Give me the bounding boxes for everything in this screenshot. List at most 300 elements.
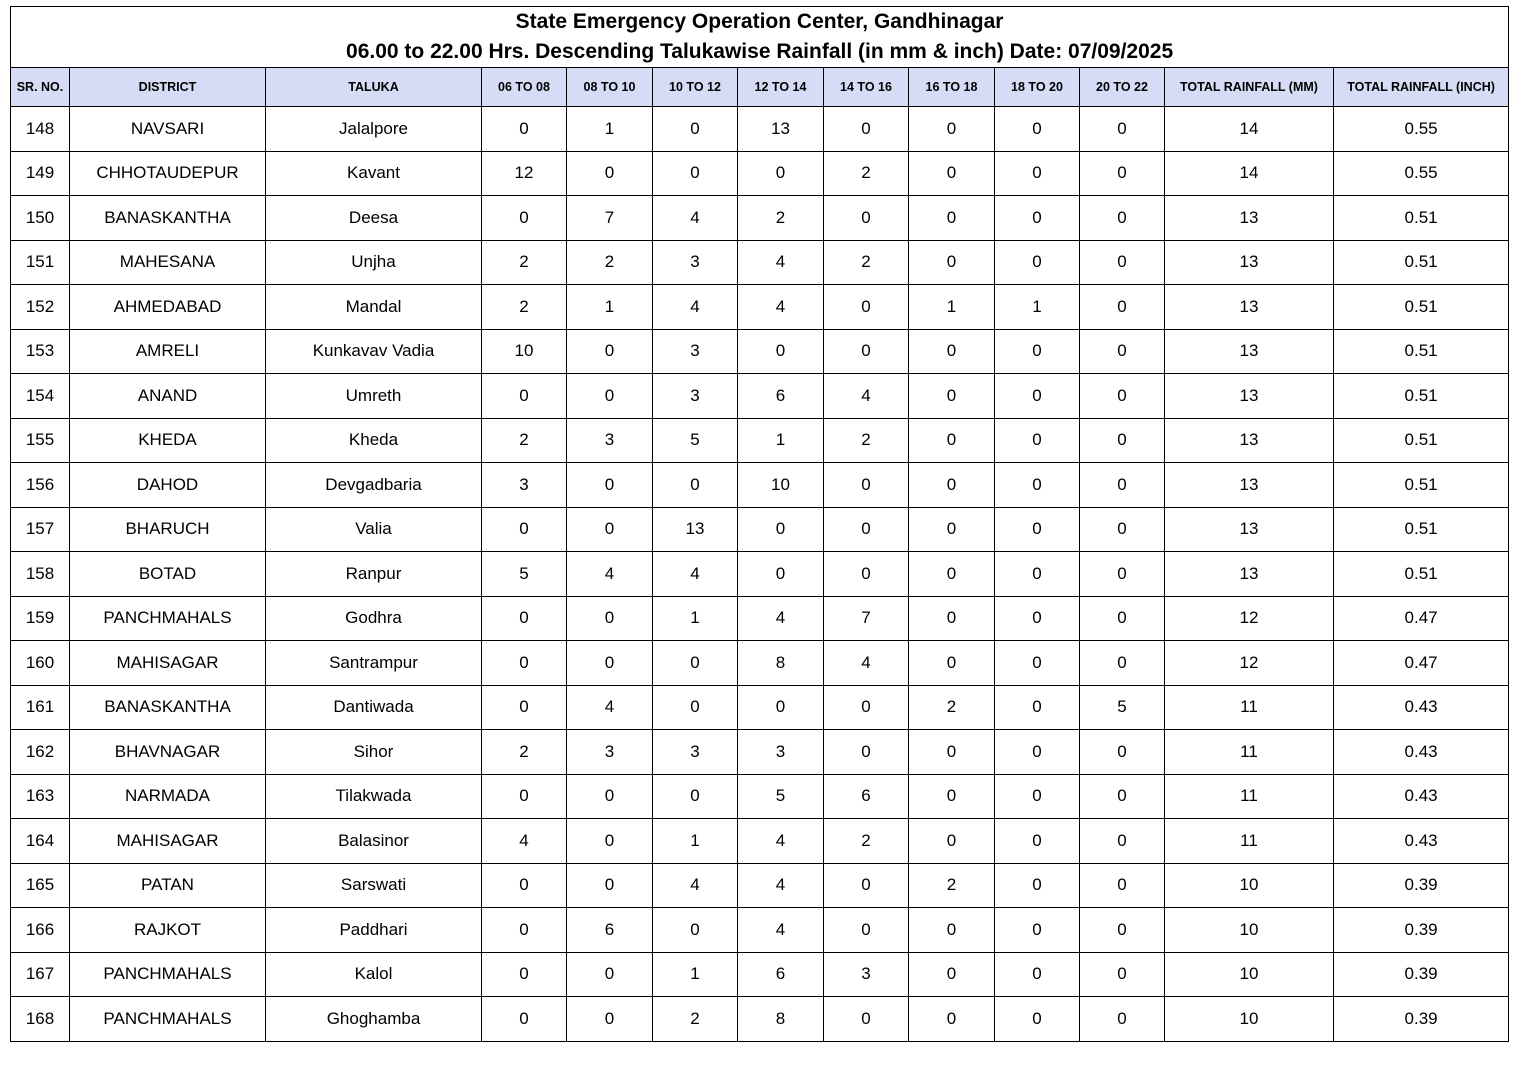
rain-12-14-cell: 13 bbox=[738, 107, 824, 152]
rain-18-20-cell: 0 bbox=[995, 774, 1080, 819]
rain-06-08-cell: 2 bbox=[482, 285, 567, 330]
district-cell: MAHISAGAR bbox=[70, 819, 266, 864]
rain-20-22-cell: 0 bbox=[1080, 151, 1165, 196]
district-cell: ANAND bbox=[70, 374, 266, 419]
rain-08-10-cell: 6 bbox=[567, 908, 653, 953]
rain-16-18-cell: 0 bbox=[909, 774, 995, 819]
rain-12-14-cell: 4 bbox=[738, 819, 824, 864]
header-total-rainfall-inch: TOTAL RAINFALL (INCH) bbox=[1334, 68, 1509, 107]
rain-16-18-cell: 0 bbox=[909, 418, 995, 463]
rain-06-08-cell: 0 bbox=[482, 196, 567, 241]
total-inch-cell: 0.47 bbox=[1334, 596, 1509, 641]
table-row bbox=[11, 329, 1509, 374]
table-row bbox=[11, 730, 1509, 775]
rain-16-18-cell: 0 bbox=[909, 819, 995, 864]
total-inch-cell: 0.51 bbox=[1334, 285, 1509, 330]
table-body bbox=[11, 107, 1509, 1042]
rain-10-12-cell: 13 bbox=[653, 507, 738, 552]
rain-18-20-cell: 0 bbox=[995, 151, 1080, 196]
taluka-cell: Kavant bbox=[266, 151, 482, 196]
rain-18-20-cell: 0 bbox=[995, 240, 1080, 285]
rain-16-18-cell: 0 bbox=[909, 374, 995, 419]
total-mm-cell: 12 bbox=[1165, 596, 1334, 641]
rain-12-14-cell: 8 bbox=[738, 997, 824, 1042]
rain-16-18-cell: 0 bbox=[909, 641, 995, 686]
rain-18-20-cell: 0 bbox=[995, 908, 1080, 953]
table-row bbox=[11, 596, 1509, 641]
rain-14-16-cell: 6 bbox=[824, 774, 909, 819]
rain-10-12-cell: 0 bbox=[653, 463, 738, 508]
rain-12-14-cell: 5 bbox=[738, 774, 824, 819]
rain-16-18-cell: 0 bbox=[909, 997, 995, 1042]
rain-16-18-cell: 0 bbox=[909, 552, 995, 597]
total-mm-cell: 11 bbox=[1165, 685, 1334, 730]
rain-14-16-cell: 0 bbox=[824, 107, 909, 152]
rain-16-18-cell: 0 bbox=[909, 107, 995, 152]
taluka-cell: Godhra bbox=[266, 596, 482, 641]
sr-no-cell: 159 bbox=[11, 596, 70, 641]
rain-14-16-cell: 0 bbox=[824, 463, 909, 508]
rain-08-10-cell: 0 bbox=[567, 329, 653, 374]
rain-08-10-cell: 4 bbox=[567, 552, 653, 597]
taluka-cell: Unjha bbox=[266, 240, 482, 285]
rain-08-10-cell: 0 bbox=[567, 997, 653, 1042]
total-inch-cell: 0.39 bbox=[1334, 908, 1509, 953]
rain-08-10-cell: 4 bbox=[567, 685, 653, 730]
taluka-cell: Jalalpore bbox=[266, 107, 482, 152]
rain-20-22-cell: 0 bbox=[1080, 418, 1165, 463]
sr-no-cell: 152 bbox=[11, 285, 70, 330]
rain-12-14-cell: 0 bbox=[738, 507, 824, 552]
sr-no-cell: 150 bbox=[11, 196, 70, 241]
header-18-to-20: 18 TO 20 bbox=[995, 68, 1080, 107]
rain-18-20-cell: 0 bbox=[995, 418, 1080, 463]
rain-14-16-cell: 0 bbox=[824, 685, 909, 730]
rain-08-10-cell: 0 bbox=[567, 596, 653, 641]
rain-16-18-cell: 0 bbox=[909, 463, 995, 508]
rain-18-20-cell: 0 bbox=[995, 463, 1080, 508]
rain-10-12-cell: 4 bbox=[653, 196, 738, 241]
taluka-cell: Devgadbaria bbox=[266, 463, 482, 508]
taluka-cell: Valia bbox=[266, 507, 482, 552]
rain-20-22-cell: 0 bbox=[1080, 774, 1165, 819]
rain-06-08-cell: 0 bbox=[482, 685, 567, 730]
rain-20-22-cell: 0 bbox=[1080, 285, 1165, 330]
page-title bbox=[11, 7, 1509, 68]
district-cell: NARMADA bbox=[70, 774, 266, 819]
header-10-to-12: 10 TO 12 bbox=[653, 68, 738, 107]
rain-16-18-cell: 2 bbox=[909, 863, 995, 908]
rain-08-10-cell: 0 bbox=[567, 463, 653, 508]
total-inch-cell: 0.51 bbox=[1334, 463, 1509, 508]
total-mm-cell: 13 bbox=[1165, 196, 1334, 241]
district-cell: BOTAD bbox=[70, 552, 266, 597]
sr-no-cell: 162 bbox=[11, 730, 70, 775]
rain-10-12-cell: 4 bbox=[653, 285, 738, 330]
rain-08-10-cell: 2 bbox=[567, 240, 653, 285]
header-16-to-18: 16 TO 18 bbox=[909, 68, 995, 107]
rain-20-22-cell: 0 bbox=[1080, 908, 1165, 953]
rain-16-18-cell: 0 bbox=[909, 952, 995, 997]
rain-10-12-cell: 3 bbox=[653, 329, 738, 374]
rain-18-20-cell: 0 bbox=[995, 329, 1080, 374]
rain-08-10-cell: 1 bbox=[567, 285, 653, 330]
rain-12-14-cell: 0 bbox=[738, 151, 824, 196]
taluka-cell: Sihor bbox=[266, 730, 482, 775]
total-mm-cell: 13 bbox=[1165, 374, 1334, 419]
rain-06-08-cell: 5 bbox=[482, 552, 567, 597]
rain-14-16-cell: 2 bbox=[824, 418, 909, 463]
rain-18-20-cell: 0 bbox=[995, 596, 1080, 641]
total-inch-cell: 0.43 bbox=[1334, 685, 1509, 730]
rain-20-22-cell: 0 bbox=[1080, 463, 1165, 508]
rain-12-14-cell: 0 bbox=[738, 329, 824, 374]
rain-12-14-cell: 2 bbox=[738, 196, 824, 241]
rain-10-12-cell: 0 bbox=[653, 107, 738, 152]
rain-14-16-cell: 0 bbox=[824, 507, 909, 552]
rain-20-22-cell: 0 bbox=[1080, 641, 1165, 686]
rain-08-10-cell: 3 bbox=[567, 418, 653, 463]
taluka-cell: Mandal bbox=[266, 285, 482, 330]
rain-12-14-cell: 4 bbox=[738, 596, 824, 641]
sr-no-cell: 158 bbox=[11, 552, 70, 597]
sr-no-cell: 157 bbox=[11, 507, 70, 552]
table-row bbox=[11, 196, 1509, 241]
total-mm-cell: 13 bbox=[1165, 329, 1334, 374]
rain-14-16-cell: 4 bbox=[824, 374, 909, 419]
district-cell: BHARUCH bbox=[70, 507, 266, 552]
table-row bbox=[11, 151, 1509, 196]
rain-10-12-cell: 1 bbox=[653, 596, 738, 641]
table-row bbox=[11, 774, 1509, 819]
rain-20-22-cell: 0 bbox=[1080, 997, 1165, 1042]
rain-10-12-cell: 5 bbox=[653, 418, 738, 463]
rain-14-16-cell: 2 bbox=[824, 240, 909, 285]
rain-20-22-cell: 0 bbox=[1080, 374, 1165, 419]
rain-08-10-cell: 0 bbox=[567, 151, 653, 196]
total-inch-cell: 0.43 bbox=[1334, 819, 1509, 864]
rain-20-22-cell: 0 bbox=[1080, 107, 1165, 152]
rain-14-16-cell: 0 bbox=[824, 196, 909, 241]
sr-no-cell: 164 bbox=[11, 819, 70, 864]
rain-06-08-cell: 0 bbox=[482, 374, 567, 419]
table-row bbox=[11, 463, 1509, 508]
rain-16-18-cell: 0 bbox=[909, 908, 995, 953]
table-row bbox=[11, 641, 1509, 686]
sr-no-cell: 168 bbox=[11, 997, 70, 1042]
total-mm-cell: 13 bbox=[1165, 507, 1334, 552]
total-inch-cell: 0.47 bbox=[1334, 641, 1509, 686]
rain-20-22-cell: 0 bbox=[1080, 196, 1165, 241]
rain-08-10-cell: 0 bbox=[567, 641, 653, 686]
rain-16-18-cell: 1 bbox=[909, 285, 995, 330]
total-mm-cell: 11 bbox=[1165, 730, 1334, 775]
total-mm-cell: 13 bbox=[1165, 552, 1334, 597]
rain-10-12-cell: 0 bbox=[653, 641, 738, 686]
total-inch-cell: 0.51 bbox=[1334, 418, 1509, 463]
total-inch-cell: 0.51 bbox=[1334, 374, 1509, 419]
rain-14-16-cell: 0 bbox=[824, 997, 909, 1042]
rain-06-08-cell: 0 bbox=[482, 863, 567, 908]
rain-06-08-cell: 4 bbox=[482, 819, 567, 864]
taluka-cell: Ranpur bbox=[266, 552, 482, 597]
rain-06-08-cell: 0 bbox=[482, 596, 567, 641]
sr-no-cell: 161 bbox=[11, 685, 70, 730]
total-inch-cell: 0.43 bbox=[1334, 730, 1509, 775]
total-inch-cell: 0.39 bbox=[1334, 997, 1509, 1042]
rain-18-20-cell: 0 bbox=[995, 107, 1080, 152]
rain-10-12-cell: 3 bbox=[653, 374, 738, 419]
rain-18-20-cell: 0 bbox=[995, 952, 1080, 997]
total-mm-cell: 13 bbox=[1165, 418, 1334, 463]
rain-18-20-cell: 0 bbox=[995, 552, 1080, 597]
total-mm-cell: 10 bbox=[1165, 908, 1334, 953]
rain-20-22-cell: 0 bbox=[1080, 507, 1165, 552]
rain-16-18-cell: 0 bbox=[909, 596, 995, 641]
taluka-cell: Ghoghamba bbox=[266, 997, 482, 1042]
district-cell: MAHESANA bbox=[70, 240, 266, 285]
district-cell: PATAN bbox=[70, 863, 266, 908]
rain-06-08-cell: 2 bbox=[482, 730, 567, 775]
district-cell: BANASKANTHA bbox=[70, 685, 266, 730]
sr-no-cell: 153 bbox=[11, 329, 70, 374]
total-inch-cell: 0.51 bbox=[1334, 329, 1509, 374]
rain-06-08-cell: 0 bbox=[482, 952, 567, 997]
rain-20-22-cell: 0 bbox=[1080, 819, 1165, 864]
taluka-cell: Kunkavav Vadia bbox=[266, 329, 482, 374]
rain-14-16-cell: 0 bbox=[824, 730, 909, 775]
district-cell: PANCHMAHALS bbox=[70, 596, 266, 641]
rain-10-12-cell: 1 bbox=[653, 819, 738, 864]
taluka-cell: Sarswati bbox=[266, 863, 482, 908]
table-row bbox=[11, 685, 1509, 730]
total-mm-cell: 13 bbox=[1165, 463, 1334, 508]
rain-14-16-cell: 0 bbox=[824, 329, 909, 374]
rain-08-10-cell: 0 bbox=[567, 507, 653, 552]
rain-10-12-cell: 0 bbox=[653, 685, 738, 730]
total-mm-cell: 10 bbox=[1165, 952, 1334, 997]
rain-10-12-cell: 0 bbox=[653, 151, 738, 196]
rain-06-08-cell: 12 bbox=[482, 151, 567, 196]
sr-no-cell: 160 bbox=[11, 641, 70, 686]
total-inch-cell: 0.51 bbox=[1334, 240, 1509, 285]
rain-14-16-cell: 2 bbox=[824, 151, 909, 196]
district-cell: AHMEDABAD bbox=[70, 285, 266, 330]
district-cell: CHHOTAUDEPUR bbox=[70, 151, 266, 196]
rain-16-18-cell: 0 bbox=[909, 329, 995, 374]
total-mm-cell: 14 bbox=[1165, 151, 1334, 196]
total-inch-cell: 0.43 bbox=[1334, 774, 1509, 819]
rain-12-14-cell: 1 bbox=[738, 418, 824, 463]
taluka-cell: Umreth bbox=[266, 374, 482, 419]
rain-12-14-cell: 6 bbox=[738, 374, 824, 419]
sr-no-cell: 151 bbox=[11, 240, 70, 285]
taluka-cell: Kalol bbox=[266, 952, 482, 997]
rain-08-10-cell: 0 bbox=[567, 863, 653, 908]
rain-06-08-cell: 10 bbox=[482, 329, 567, 374]
taluka-cell: Paddhari bbox=[266, 908, 482, 953]
total-mm-cell: 14 bbox=[1165, 107, 1334, 152]
district-cell: AMRELI bbox=[70, 329, 266, 374]
table-row bbox=[11, 908, 1509, 953]
taluka-cell: Kheda bbox=[266, 418, 482, 463]
rain-16-18-cell: 0 bbox=[909, 240, 995, 285]
sr-no-cell: 163 bbox=[11, 774, 70, 819]
rain-18-20-cell: 0 bbox=[995, 730, 1080, 775]
header-08-to-10: 08 TO 10 bbox=[567, 68, 653, 107]
taluka-cell: Santrampur bbox=[266, 641, 482, 686]
rain-08-10-cell: 0 bbox=[567, 374, 653, 419]
rain-14-16-cell: 7 bbox=[824, 596, 909, 641]
table-row bbox=[11, 240, 1509, 285]
rain-10-12-cell: 4 bbox=[653, 863, 738, 908]
rain-12-14-cell: 0 bbox=[738, 685, 824, 730]
title-line-1: State Emergency Operation Center, Gandhinagar bbox=[515, 10, 1004, 33]
rain-06-08-cell: 2 bbox=[482, 418, 567, 463]
district-cell: KHEDA bbox=[70, 418, 266, 463]
rain-20-22-cell: 0 bbox=[1080, 552, 1165, 597]
total-inch-cell: 0.39 bbox=[1334, 863, 1509, 908]
sr-no-cell: 154 bbox=[11, 374, 70, 419]
rain-08-10-cell: 0 bbox=[567, 774, 653, 819]
rain-16-18-cell: 0 bbox=[909, 507, 995, 552]
rain-10-12-cell: 3 bbox=[653, 730, 738, 775]
rain-16-18-cell: 0 bbox=[909, 151, 995, 196]
rain-20-22-cell: 0 bbox=[1080, 730, 1165, 775]
table-row bbox=[11, 285, 1509, 330]
rain-08-10-cell: 1 bbox=[567, 107, 653, 152]
total-inch-cell: 0.51 bbox=[1334, 196, 1509, 241]
sr-no-cell: 156 bbox=[11, 463, 70, 508]
rain-10-12-cell: 0 bbox=[653, 908, 738, 953]
rain-16-18-cell: 0 bbox=[909, 196, 995, 241]
total-mm-cell: 12 bbox=[1165, 641, 1334, 686]
rain-18-20-cell: 0 bbox=[995, 507, 1080, 552]
sr-no-cell: 166 bbox=[11, 908, 70, 953]
sr-no-cell: 167 bbox=[11, 952, 70, 997]
title-line-2: 06.00 to 22.00 Hrs. Descending Talukawise Rainfall (in mm & inch) Date: 07/09/2025 bbox=[346, 40, 1174, 63]
sr-no-cell: 149 bbox=[11, 151, 70, 196]
header-district: DISTRICT bbox=[70, 68, 266, 107]
rain-06-08-cell: 0 bbox=[482, 997, 567, 1042]
rain-06-08-cell: 0 bbox=[482, 641, 567, 686]
total-inch-cell: 0.55 bbox=[1334, 151, 1509, 196]
district-cell: MAHISAGAR bbox=[70, 641, 266, 686]
rain-06-08-cell: 0 bbox=[482, 107, 567, 152]
district-cell: PANCHMAHALS bbox=[70, 952, 266, 997]
rain-18-20-cell: 0 bbox=[995, 641, 1080, 686]
total-mm-cell: 11 bbox=[1165, 774, 1334, 819]
total-inch-cell: 0.51 bbox=[1334, 552, 1509, 597]
district-cell: BANASKANTHA bbox=[70, 196, 266, 241]
rain-12-14-cell: 6 bbox=[738, 952, 824, 997]
rain-08-10-cell: 7 bbox=[567, 196, 653, 241]
rain-20-22-cell: 0 bbox=[1080, 863, 1165, 908]
rain-06-08-cell: 0 bbox=[482, 908, 567, 953]
total-mm-cell: 13 bbox=[1165, 240, 1334, 285]
rain-14-16-cell: 3 bbox=[824, 952, 909, 997]
rain-18-20-cell: 0 bbox=[995, 863, 1080, 908]
rain-18-20-cell: 0 bbox=[995, 819, 1080, 864]
rain-10-12-cell: 2 bbox=[653, 997, 738, 1042]
total-mm-cell: 13 bbox=[1165, 285, 1334, 330]
rain-18-20-cell: 1 bbox=[995, 285, 1080, 330]
rain-10-12-cell: 1 bbox=[653, 952, 738, 997]
rain-06-08-cell: 2 bbox=[482, 240, 567, 285]
rain-18-20-cell: 0 bbox=[995, 196, 1080, 241]
rain-20-22-cell: 0 bbox=[1080, 952, 1165, 997]
taluka-cell: Dantiwada bbox=[266, 685, 482, 730]
district-cell: PANCHMAHALS bbox=[70, 997, 266, 1042]
rain-10-12-cell: 3 bbox=[653, 240, 738, 285]
rain-06-08-cell: 0 bbox=[482, 507, 567, 552]
taluka-cell: Deesa bbox=[266, 196, 482, 241]
header-total-rainfall-mm: TOTAL RAINFALL (MM) bbox=[1165, 68, 1334, 107]
district-cell: BHAVNAGAR bbox=[70, 730, 266, 775]
taluka-cell: Tilakwada bbox=[266, 774, 482, 819]
rain-14-16-cell: 0 bbox=[824, 863, 909, 908]
rain-12-14-cell: 8 bbox=[738, 641, 824, 686]
rain-18-20-cell: 0 bbox=[995, 685, 1080, 730]
rain-18-20-cell: 0 bbox=[995, 997, 1080, 1042]
rain-10-12-cell: 0 bbox=[653, 774, 738, 819]
total-mm-cell: 11 bbox=[1165, 819, 1334, 864]
rain-08-10-cell: 0 bbox=[567, 952, 653, 997]
rain-16-18-cell: 2 bbox=[909, 685, 995, 730]
district-cell: NAVSARI bbox=[70, 107, 266, 152]
rain-06-08-cell: 0 bbox=[482, 774, 567, 819]
sr-no-cell: 148 bbox=[11, 107, 70, 152]
taluka-cell: Balasinor bbox=[266, 819, 482, 864]
rainfall-table bbox=[10, 6, 1509, 1042]
rain-08-10-cell: 0 bbox=[567, 819, 653, 864]
rain-20-22-cell: 0 bbox=[1080, 596, 1165, 641]
column-header-row bbox=[11, 68, 1509, 107]
rain-14-16-cell: 0 bbox=[824, 908, 909, 953]
total-mm-cell: 10 bbox=[1165, 997, 1334, 1042]
table-row bbox=[11, 418, 1509, 463]
total-inch-cell: 0.51 bbox=[1334, 507, 1509, 552]
table-row bbox=[11, 952, 1509, 997]
rain-12-14-cell: 0 bbox=[738, 552, 824, 597]
sr-no-cell: 155 bbox=[11, 418, 70, 463]
header-sr-no: SR. NO. bbox=[11, 68, 70, 107]
table-row bbox=[11, 374, 1509, 419]
rain-12-14-cell: 10 bbox=[738, 463, 824, 508]
rain-10-12-cell: 4 bbox=[653, 552, 738, 597]
sr-no-cell: 165 bbox=[11, 863, 70, 908]
header-14-to-16: 14 TO 16 bbox=[824, 68, 909, 107]
header-12-to-14: 12 TO 14 bbox=[738, 68, 824, 107]
district-cell: DAHOD bbox=[70, 463, 266, 508]
rain-14-16-cell: 0 bbox=[824, 552, 909, 597]
rain-12-14-cell: 4 bbox=[738, 240, 824, 285]
rain-20-22-cell: 0 bbox=[1080, 240, 1165, 285]
rain-14-16-cell: 0 bbox=[824, 285, 909, 330]
total-inch-cell: 0.55 bbox=[1334, 107, 1509, 152]
rain-18-20-cell: 0 bbox=[995, 374, 1080, 419]
total-inch-cell: 0.39 bbox=[1334, 952, 1509, 997]
table-row bbox=[11, 997, 1509, 1042]
rain-06-08-cell: 3 bbox=[482, 463, 567, 508]
district-cell: RAJKOT bbox=[70, 908, 266, 953]
rain-16-18-cell: 0 bbox=[909, 730, 995, 775]
rain-14-16-cell: 2 bbox=[824, 819, 909, 864]
rain-12-14-cell: 4 bbox=[738, 285, 824, 330]
table-row bbox=[11, 819, 1509, 864]
rain-12-14-cell: 4 bbox=[738, 908, 824, 953]
rain-14-16-cell: 4 bbox=[824, 641, 909, 686]
